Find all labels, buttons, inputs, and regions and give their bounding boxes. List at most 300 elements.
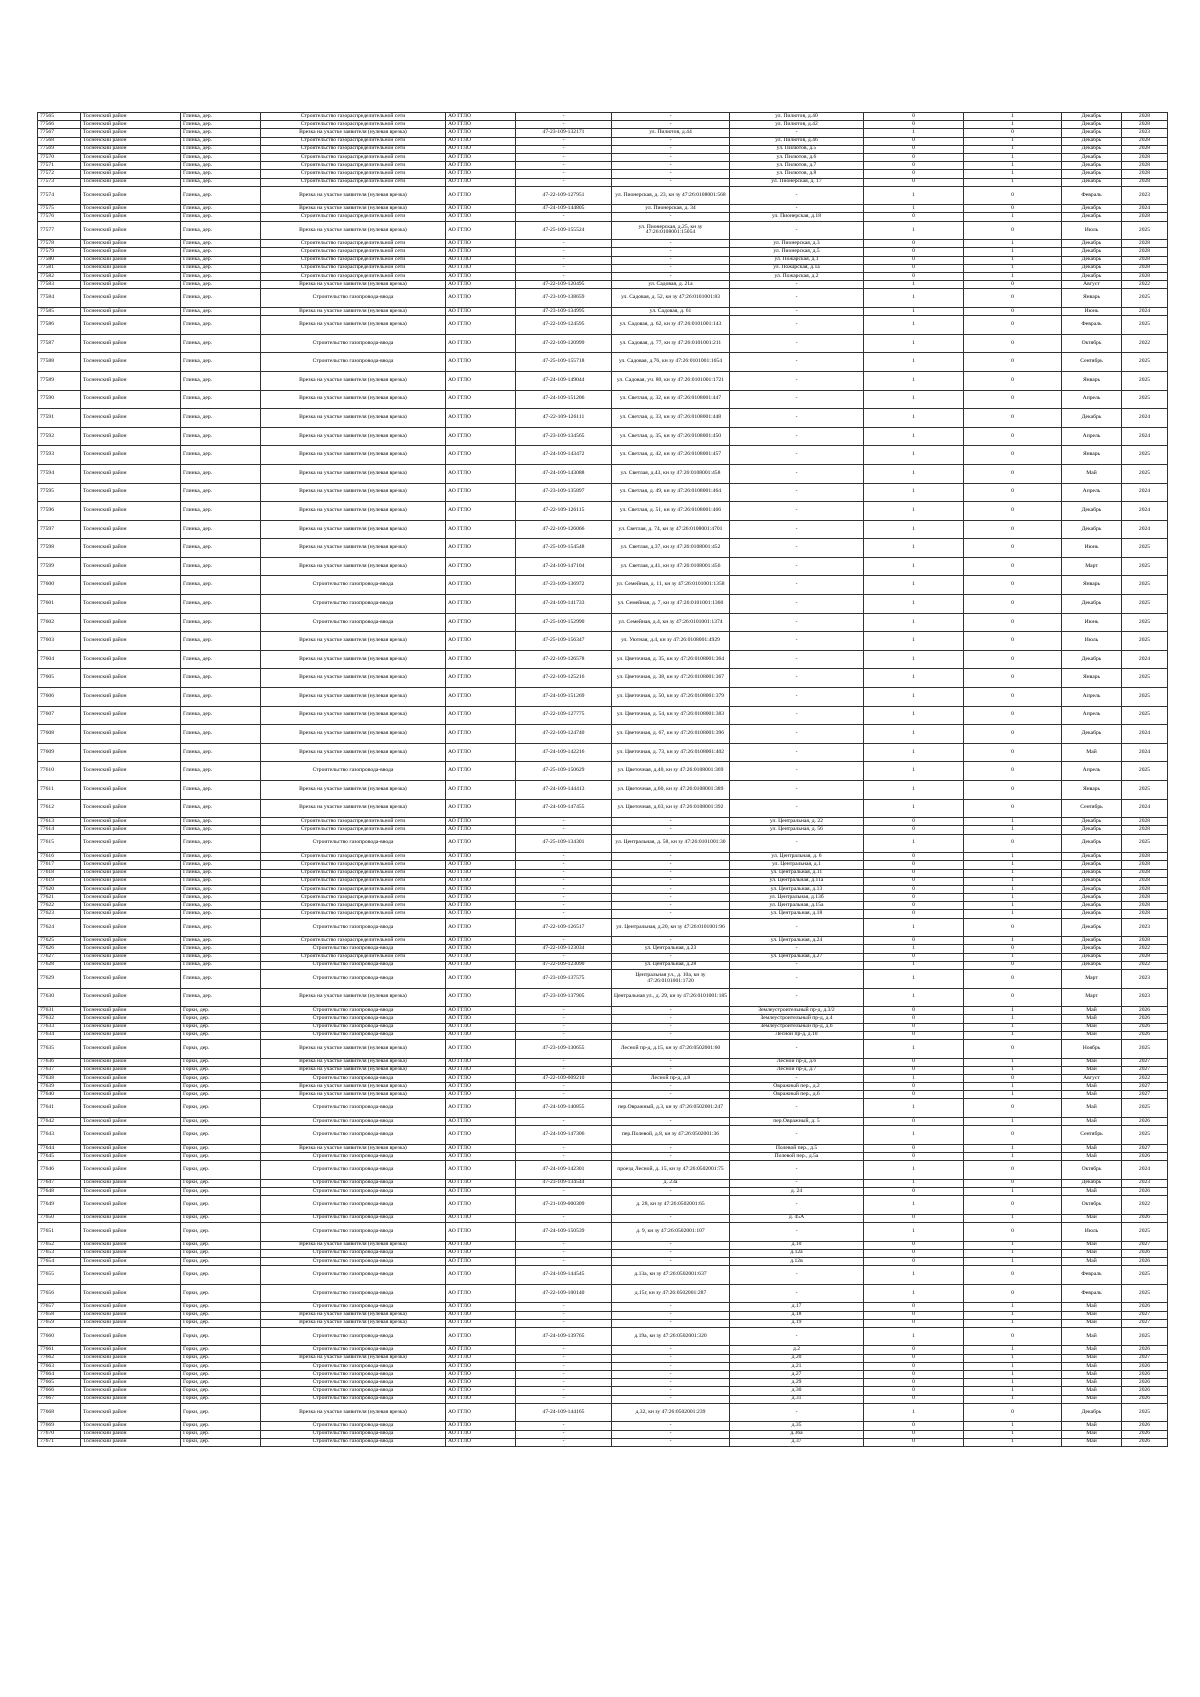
table-row (38, 743, 1168, 762)
year-cell: 2023 (1122, 1179, 1168, 1187)
settlement-cell: Горки, дер. (181, 1083, 261, 1091)
district-cell: Тосненский район (81, 1058, 181, 1066)
flag-a-cell: 1 (864, 743, 964, 762)
settlement-cell: Глинка, дер. (181, 334, 261, 353)
work-type-cell: Строительство газораспределительной сети (261, 240, 446, 248)
cadastral-address-cell: ул. Светлая, д. 42, кн зу 47:26:0108001:457 (612, 446, 730, 465)
settlement-cell: Глинка, дер. (181, 669, 261, 688)
settlement-cell: Глинка, дер. (181, 877, 261, 885)
settlement-cell: Глинка, дер. (181, 113, 261, 121)
work-type-cell: Строительство газопровода-ввода (261, 1161, 446, 1180)
table-row (38, 113, 1168, 121)
cadastral-address-cell: - (612, 1311, 730, 1319)
settlement-cell: Глинка, дер. (181, 834, 261, 853)
cadastral-address-cell: - (612, 1379, 730, 1387)
month-cell: Май (1062, 1257, 1122, 1265)
settlement-cell: Глинка, дер. (181, 632, 261, 651)
work-type-cell: Строительство газопровода-ввода (261, 1188, 446, 1196)
flag-a-cell: 0 (864, 170, 964, 178)
application-number-cell: 47-24-109-144413 (516, 781, 612, 800)
network-address-cell: - (730, 1074, 864, 1082)
organization-cell: АО ГГЛО (446, 483, 516, 502)
flag-b-cell: 1 (964, 1058, 1062, 1066)
row-number-cell: 77609 (38, 743, 81, 762)
cadastral-address-cell: - (612, 1257, 730, 1265)
district-cell: Тосненский район (81, 1319, 181, 1327)
year-cell: 2028 (1122, 818, 1168, 826)
settlement-cell: Горки, дер. (181, 1362, 261, 1370)
organization-cell: АО ГГЛО (446, 1118, 516, 1126)
flag-a-cell: 1 (864, 390, 964, 409)
year-cell: 2027 (1122, 1066, 1168, 1074)
work-type-cell: Строительство газопровода-ввода (261, 1371, 446, 1379)
application-number-cell: 47-22-109-127775 (516, 706, 612, 725)
application-number-cell: 47-25-109-134301 (516, 834, 612, 853)
flag-a-cell: 0 (864, 213, 964, 221)
cadastral-address-cell: - (612, 248, 730, 256)
network-address-cell: Землеустроительный пр-д, д.6 (730, 1023, 864, 1031)
work-type-cell: Врезка на участке заявителя (нулевая врезка) (261, 409, 446, 428)
district-cell: Тосненский район (81, 1284, 181, 1303)
flag-a-cell: 1 (864, 520, 964, 539)
flag-b-cell: 0 (964, 221, 1062, 240)
flag-b-cell: 1 (964, 1241, 1062, 1249)
row-number-cell: 77657 (38, 1303, 81, 1311)
row-number-cell: 77615 (38, 834, 81, 853)
row-number-cell: 77617 (38, 861, 81, 869)
month-cell: Декабрь (1062, 502, 1122, 521)
row-number-cell: 77583 (38, 281, 81, 289)
year-cell: 2027 (1122, 1311, 1168, 1319)
district-cell: Тосненский район (81, 1031, 181, 1039)
flag-a-cell: 1 (864, 970, 964, 989)
network-address-cell: - (730, 1179, 864, 1187)
district-cell: Тосненский район (81, 539, 181, 558)
flag-b-cell: 1 (964, 256, 1062, 264)
month-cell: Май (1062, 1015, 1122, 1023)
flag-a-cell: 0 (864, 1066, 964, 1074)
organization-cell: АО ГГЛО (446, 1023, 516, 1031)
district-cell: Тосненский район (81, 937, 181, 945)
settlement-cell: Глинка, дер. (181, 289, 261, 308)
settlement-cell: Горки, дер. (181, 1196, 261, 1215)
month-cell: Декабрь (1062, 170, 1122, 178)
cadastral-address-cell: ул. Семейная, д. 7, кн зу 47:26:0101001:1360 (612, 595, 730, 614)
application-number-cell: - (516, 869, 612, 877)
flag-b-cell: 1 (964, 869, 1062, 877)
organization-cell: АО ГГЛО (446, 961, 516, 969)
month-cell: Декабрь (1062, 861, 1122, 869)
month-cell: Февраль (1062, 316, 1122, 335)
month-cell: Декабрь (1062, 826, 1122, 834)
cadastral-address-cell: - (612, 1438, 730, 1446)
year-cell: 2025 (1122, 289, 1168, 308)
cadastral-address-cell: - (612, 937, 730, 945)
work-type-cell: Строительство газопровода-ввода (261, 961, 446, 969)
flag-a-cell: 1 (864, 316, 964, 335)
table-row (38, 869, 1168, 877)
month-cell: Декабрь (1062, 1403, 1122, 1422)
district-cell: Тосненский район (81, 1015, 181, 1023)
row-number-cell: 77647 (38, 1179, 81, 1187)
cadastral-address-cell: д. 9, кн зу 47:26:0502001:107 (612, 1222, 730, 1241)
table-row (38, 1161, 1168, 1180)
work-type-cell: Строительство газопровода-ввода (261, 613, 446, 632)
cadastral-address-cell: д.32, кн зу 47:26:0502001:239 (612, 1403, 730, 1422)
table-row (38, 1091, 1168, 1099)
application-number-cell: 47-22-109-120999 (516, 334, 612, 353)
work-type-cell: Врезка на участке заявителя (нулевая врезка) (261, 669, 446, 688)
work-type-cell: Врезка на участке заявителя (нулевая врезка) (261, 557, 446, 576)
organization-cell: АО ГГЛО (446, 1066, 516, 1074)
flag-a-cell: 1 (864, 371, 964, 390)
settlement-cell: Горки, дер. (181, 1311, 261, 1319)
application-number-cell: 47-25-109-155718 (516, 353, 612, 372)
settlement-cell: Горки, дер. (181, 1023, 261, 1031)
network-address-cell: - (730, 129, 864, 137)
network-address-cell: - (730, 1403, 864, 1422)
table-row (38, 1144, 1168, 1152)
cadastral-address-cell: ул. Семейная, д. 11, кн зу 47:26:0101001:1358 (612, 576, 730, 595)
district-cell: Тосненский район (81, 316, 181, 335)
network-address-cell: - (730, 539, 864, 558)
flag-b-cell: 0 (964, 595, 1062, 614)
work-type-cell: Врезка на участке заявителя (нулевая врезка) (261, 1144, 446, 1152)
year-cell: 2023 (1122, 129, 1168, 137)
flag-a-cell: 1 (864, 281, 964, 289)
application-number-cell: - (516, 1371, 612, 1379)
application-number-cell: - (516, 1083, 612, 1091)
flag-b-cell: 1 (964, 1083, 1062, 1091)
cadastral-address-cell: - (612, 910, 730, 918)
month-cell: Май (1062, 1007, 1122, 1015)
table-row (38, 557, 1168, 576)
settlement-cell: Горки, дер. (181, 1395, 261, 1403)
cadastral-address-cell: - (612, 153, 730, 161)
flag-b-cell: 0 (964, 1266, 1062, 1285)
application-number-cell: - (516, 240, 612, 248)
work-type-cell: Врезка на участке заявителя (нулевая врезка) (261, 650, 446, 669)
cadastral-address-cell: ул. Садовая, д. 21а (612, 281, 730, 289)
table-row (38, 1039, 1168, 1058)
flag-b-cell: 0 (964, 334, 1062, 353)
settlement-cell: Горки, дер. (181, 1319, 261, 1327)
month-cell: Май (1062, 1327, 1122, 1346)
year-cell: 2026 (1122, 1257, 1168, 1265)
cadastral-address-cell: ул. Цветочная, д. 35, кн зу 47:26:0108001:364 (612, 650, 730, 669)
flag-b-cell: 0 (964, 1161, 1062, 1180)
table-row (38, 1319, 1168, 1327)
organization-cell: АО ГГЛО (446, 240, 516, 248)
organization-cell: АО ГГЛО (446, 427, 516, 446)
flag-a-cell: 1 (864, 539, 964, 558)
district-cell: Тосненский район (81, 1327, 181, 1346)
table-row (38, 1066, 1168, 1074)
application-number-cell: 47-24-109-141733 (516, 595, 612, 614)
district-cell: Тосненский район (81, 650, 181, 669)
flag-a-cell: 1 (864, 1039, 964, 1058)
cadastral-address-cell: - (612, 137, 730, 145)
cadastral-address-cell: ул. Цветочная, д. 38, кн зу 47:26:0108001:367 (612, 669, 730, 688)
table-row (38, 1222, 1168, 1241)
settlement-cell: Глинка, дер. (181, 688, 261, 707)
flag-b-cell: 1 (964, 1319, 1062, 1327)
flag-b-cell: 1 (964, 145, 1062, 153)
flag-b-cell: 0 (964, 129, 1062, 137)
network-address-cell: - (730, 1327, 864, 1346)
flag-a-cell: 0 (864, 1249, 964, 1257)
work-type-cell: Строительство газораспределительной сети (261, 877, 446, 885)
cadastral-address-cell: ул. Центральная, д.20, кн зу 47:26:0101001:96 (612, 918, 730, 937)
flag-a-cell: 1 (864, 688, 964, 707)
organization-cell: АО ГГЛО (446, 1319, 516, 1327)
year-cell: 2024 (1122, 427, 1168, 446)
row-number-cell: 77574 (38, 186, 81, 205)
organization-cell: АО ГГЛО (446, 885, 516, 893)
settlement-cell: Глинка, дер. (181, 427, 261, 446)
settlement-cell: Горки, дер. (181, 1188, 261, 1196)
year-cell: 2026 (1122, 1118, 1168, 1126)
settlement-cell: Глинка, дер. (181, 869, 261, 877)
district-cell: Тосненский район (81, 1007, 181, 1015)
application-number-cell: - (516, 1144, 612, 1152)
district-cell: Тосненский район (81, 1196, 181, 1215)
flag-b-cell: 0 (964, 1327, 1062, 1346)
work-type-cell: Врезка на участке заявителя (нулевая врезка) (261, 1241, 446, 1249)
flag-b-cell: 1 (964, 894, 1062, 902)
flag-a-cell: 1 (864, 650, 964, 669)
district-cell: Тосненский район (81, 273, 181, 281)
district-cell: Тосненский район (81, 221, 181, 240)
application-number-cell: 47-23-109-134995 (516, 307, 612, 315)
year-cell: 2022 (1122, 1196, 1168, 1215)
flag-a-cell: 1 (864, 1284, 964, 1303)
network-address-cell: ул. Центральная, д.13б (730, 894, 864, 902)
flag-a-cell: 1 (864, 1179, 964, 1187)
work-type-cell: Строительство газопровода-ввода (261, 576, 446, 595)
network-address-cell: - (730, 353, 864, 372)
organization-cell: АО ГГЛО (446, 1153, 516, 1161)
flag-a-cell: 0 (864, 1257, 964, 1265)
district-cell: Тосненский район (81, 256, 181, 264)
table-row (38, 961, 1168, 969)
settlement-cell: Глинка, дер. (181, 743, 261, 762)
table-row (38, 576, 1168, 595)
application-number-cell: - (516, 264, 612, 272)
year-cell: 2028 (1122, 264, 1168, 272)
table-row (38, 706, 1168, 725)
application-number-cell: - (516, 248, 612, 256)
flag-b-cell: 1 (964, 877, 1062, 885)
row-number-cell: 77643 (38, 1126, 81, 1145)
settlement-cell: Глинка, дер. (181, 213, 261, 221)
cadastral-address-cell: ул. Садовая, д. 61 (612, 307, 730, 315)
work-type-cell: Строительство газопровода-ввода (261, 1387, 446, 1395)
year-cell: 2027 (1122, 1083, 1168, 1091)
settlement-cell: Глинка, дер. (181, 539, 261, 558)
flag-a-cell: 0 (864, 1395, 964, 1403)
month-cell: Май (1062, 1058, 1122, 1066)
work-type-cell: Врезка на участке заявителя (нулевая врезка) (261, 221, 446, 240)
flag-b-cell: 1 (964, 1311, 1062, 1319)
district-cell: Тосненский район (81, 1403, 181, 1422)
row-number-cell: 77652 (38, 1241, 81, 1249)
cadastral-address-cell: ул. Садовая, д.76, кн зу 47:26:0101001:1654 (612, 353, 730, 372)
cadastral-address-cell: д. 23а (612, 1179, 730, 1187)
month-cell: Май (1062, 1023, 1122, 1031)
network-address-cell: - (730, 1222, 864, 1241)
settlement-cell: Глинка, дер. (181, 557, 261, 576)
year-cell: 2028 (1122, 256, 1168, 264)
application-number-cell: - (516, 877, 612, 885)
district-cell: Тосненский район (81, 371, 181, 390)
table-row (38, 885, 1168, 893)
application-number-cell: - (516, 178, 612, 186)
flag-a-cell: 0 (864, 937, 964, 945)
year-cell: 2026 (1122, 1249, 1168, 1257)
cadastral-address-cell: - (612, 1153, 730, 1161)
settlement-cell: Глинка, дер. (181, 781, 261, 800)
district-cell: Тосненский район (81, 162, 181, 170)
year-cell: 2028 (1122, 826, 1168, 834)
month-cell: Май (1062, 1188, 1122, 1196)
year-cell: 2025 (1122, 316, 1168, 335)
network-address-cell: Овражный пер., д.6 (730, 1091, 864, 1099)
network-address-cell: - (730, 427, 864, 446)
year-cell: 2028 (1122, 861, 1168, 869)
network-address-cell: ул. Пилютов, д.46 (730, 137, 864, 145)
flag-a-cell: 1 (864, 1222, 964, 1241)
settlement-cell: Глинка, дер. (181, 256, 261, 264)
row-number-cell: 77607 (38, 706, 81, 725)
month-cell: Март (1062, 988, 1122, 1007)
organization-cell: АО ГГЛО (446, 264, 516, 272)
table-row (38, 725, 1168, 744)
year-cell: 2025 (1122, 1266, 1168, 1285)
district-cell: Тосненский район (81, 1303, 181, 1311)
year-cell: 2026 (1122, 1153, 1168, 1161)
table-row (38, 121, 1168, 129)
flag-b-cell: 0 (964, 307, 1062, 315)
district-cell: Тосненский район (81, 1222, 181, 1241)
organization-cell: АО ГГЛО (446, 918, 516, 937)
district-cell: Тосненский район (81, 145, 181, 153)
network-address-cell: - (730, 669, 864, 688)
district-cell: Тосненский район (81, 1039, 181, 1058)
cadastral-address-cell: - (612, 1354, 730, 1362)
row-number-cell: 77661 (38, 1346, 81, 1354)
application-number-cell: - (516, 1303, 612, 1311)
work-type-cell: Врезка на участке заявителя (нулевая врезка) (261, 725, 446, 744)
district-cell: Тосненский район (81, 1422, 181, 1430)
table-row (38, 1007, 1168, 1015)
settlement-cell: Горки, дер. (181, 1438, 261, 1446)
district-cell: Тосненский район (81, 961, 181, 969)
district-cell: Тосненский район (81, 988, 181, 1007)
application-number-cell: - (516, 885, 612, 893)
month-cell: Май (1062, 1099, 1122, 1118)
flag-a-cell: 1 (864, 1403, 964, 1422)
month-cell: Июнь (1062, 539, 1122, 558)
settlement-cell: Глинка, дер. (181, 706, 261, 725)
year-cell: 2028 (1122, 178, 1168, 186)
year-cell: 2023 (1122, 988, 1168, 1007)
month-cell: Май (1062, 1371, 1122, 1379)
settlement-cell: Глинка, дер. (181, 248, 261, 256)
flag-a-cell: 0 (864, 869, 964, 877)
flag-b-cell: 1 (964, 1144, 1062, 1152)
table-row (38, 1015, 1168, 1023)
organization-cell: АО ГГЛО (446, 520, 516, 539)
application-number-cell: - (516, 937, 612, 945)
settlement-cell: Глинка, дер. (181, 910, 261, 918)
district-cell: Тосненский район (81, 248, 181, 256)
district-cell: Тосненский район (81, 894, 181, 902)
table-row (38, 1126, 1168, 1145)
flag-b-cell: 1 (964, 1066, 1062, 1074)
flag-b-cell: 0 (964, 409, 1062, 428)
month-cell: Май (1062, 1144, 1122, 1152)
network-address-cell: - (730, 834, 864, 853)
network-address-cell: - (730, 743, 864, 762)
month-cell: Август (1062, 1074, 1122, 1082)
application-number-cell: - (516, 170, 612, 178)
network-address-cell: д.18 (730, 1311, 864, 1319)
year-cell: 2025 (1122, 464, 1168, 483)
settlement-cell: Горки, дер. (181, 1303, 261, 1311)
flag-b-cell: 0 (964, 650, 1062, 669)
application-number-cell: - (516, 1058, 612, 1066)
flag-b-cell: 1 (964, 1023, 1062, 1031)
year-cell: 2028 (1122, 248, 1168, 256)
organization-cell: АО ГГЛО (446, 1015, 516, 1023)
flag-a-cell: 0 (864, 1031, 964, 1039)
row-number-cell: 77614 (38, 826, 81, 834)
month-cell: Апрель (1062, 483, 1122, 502)
organization-cell: АО ГГЛО (446, 1371, 516, 1379)
table-row (38, 145, 1168, 153)
month-cell: Март (1062, 970, 1122, 989)
network-address-cell: - (730, 409, 864, 428)
year-cell: 2025 (1122, 632, 1168, 651)
work-type-cell: Строительство газопровода-ввода (261, 1438, 446, 1446)
settlement-cell: Горки, дер. (181, 1074, 261, 1082)
settlement-cell: Горки, дер. (181, 1179, 261, 1187)
settlement-cell: Глинка, дер. (181, 937, 261, 945)
settlement-cell: Горки, дер. (181, 1222, 261, 1241)
network-address-cell: ул. Пожарская, д.2 (730, 273, 864, 281)
application-number-cell: - (516, 1395, 612, 1403)
settlement-cell: Глинка, дер. (181, 894, 261, 902)
flag-a-cell: 0 (864, 137, 964, 145)
year-cell: 2024 (1122, 205, 1168, 213)
network-address-cell: ул. Центральная, д.13 (730, 885, 864, 893)
flag-a-cell: 0 (864, 162, 964, 170)
cadastral-address-cell: ул. Цветочная, д.60, кн зу 47:26:0108001:389 (612, 781, 730, 800)
flag-b-cell: 1 (964, 853, 1062, 861)
row-number-cell: 77621 (38, 894, 81, 902)
work-type-cell: Врезка на участке заявителя (нулевая врезка) (261, 390, 446, 409)
month-cell: Август (1062, 281, 1122, 289)
work-type-cell: Строительство газопровода-ввода (261, 762, 446, 781)
work-type-cell: Строительство газопровода-ввода (261, 918, 446, 937)
district-cell: Тосненский район (81, 853, 181, 861)
work-type-cell: Строительство газопровода-ввода (261, 1126, 446, 1145)
flag-a-cell: 0 (864, 1214, 964, 1222)
work-type-cell: Строительство газопровода-ввода (261, 945, 446, 953)
row-number-cell: 77599 (38, 557, 81, 576)
application-number-cell: - (516, 1257, 612, 1265)
